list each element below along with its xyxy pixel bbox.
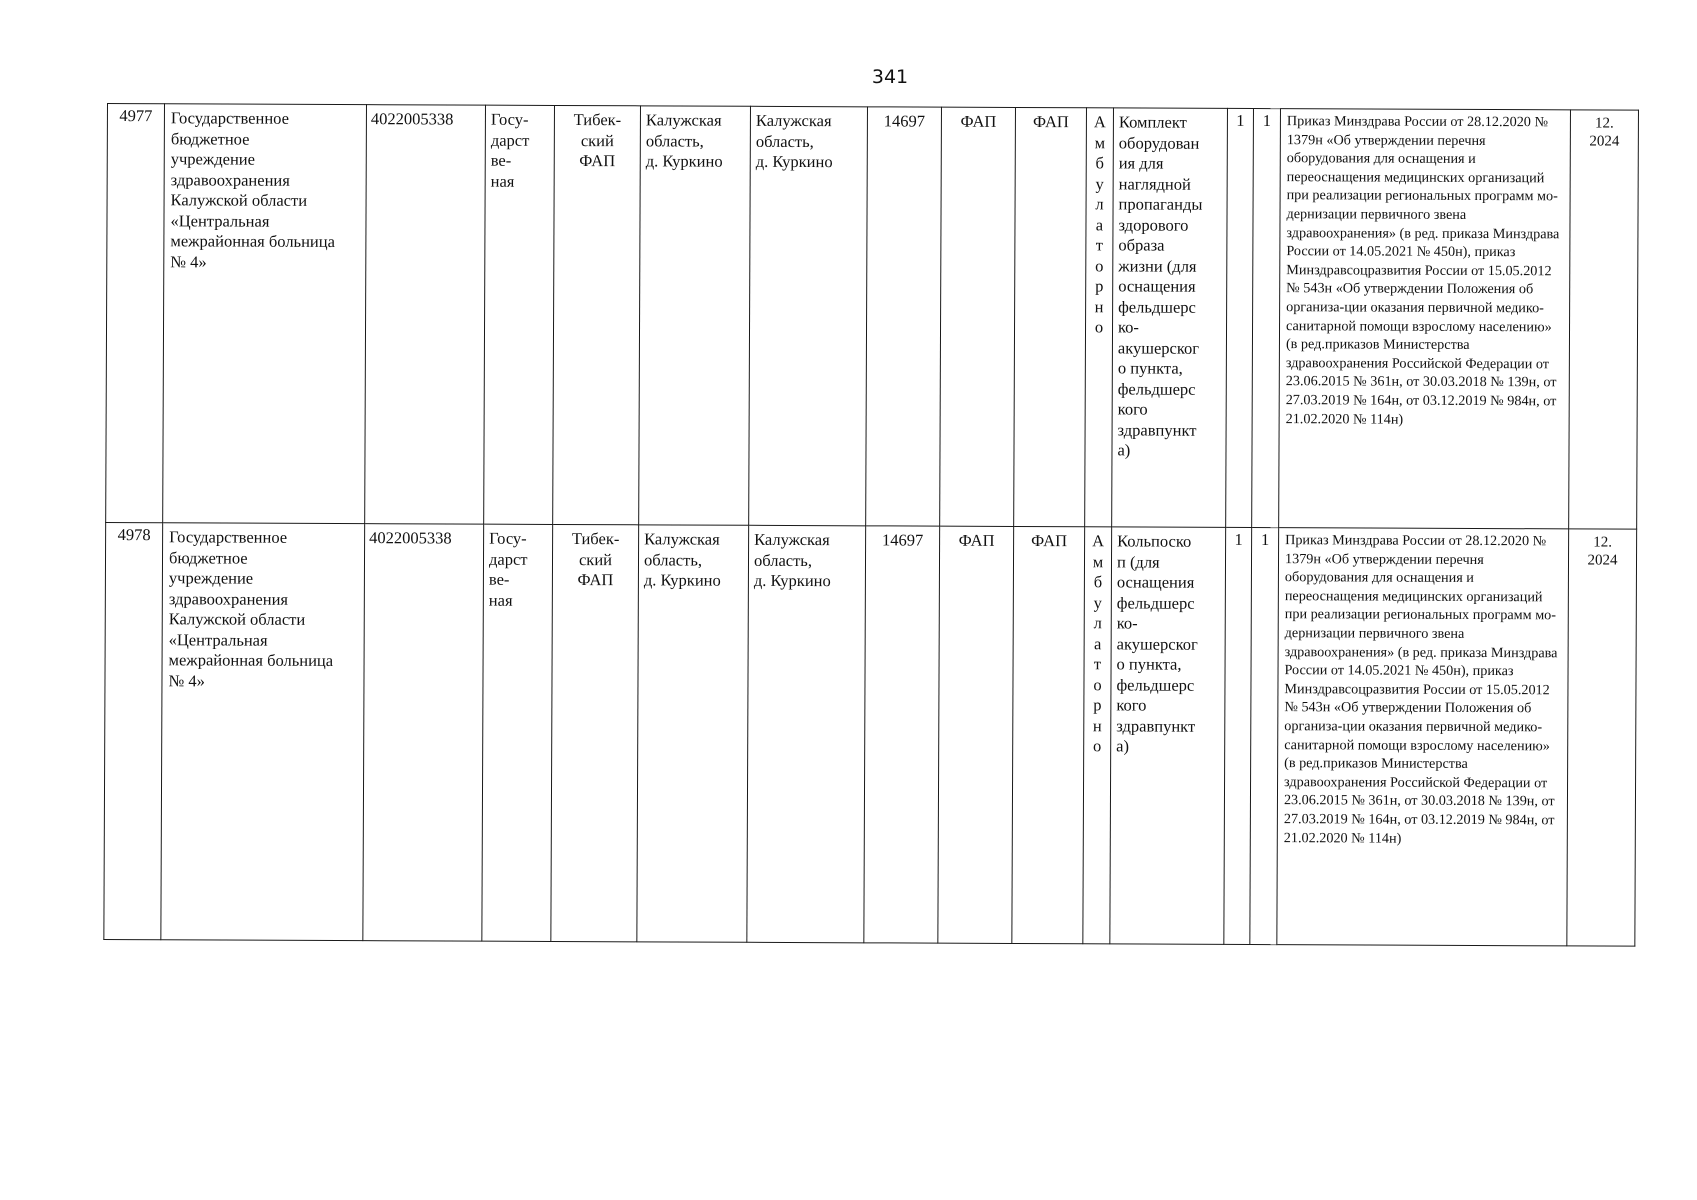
- date-cell: 12. 2024: [1567, 529, 1637, 946]
- equipment-cell: Комплект оборудован ия для наглядной пропаганды здорового образа жизни (для оснащения фельдшерс ко- акушерског о пункта, фельдшерс кого здравпункт а): [1112, 108, 1228, 527]
- row-number: 4978: [104, 522, 163, 939]
- quantity-cell: 1: [1224, 527, 1252, 944]
- quantity-cell: 1: [1250, 527, 1279, 944]
- date-cell: 12. 2024: [1569, 110, 1639, 529]
- ownership-cell: Госу- дарст ве- ная: [484, 105, 555, 524]
- unit-type2-cell: ФАП: [1012, 526, 1085, 943]
- unit-type-cell: ФАП: [940, 107, 1016, 526]
- unit-type-cell: ФАП: [938, 526, 1014, 943]
- equipment-cell: Кольпоско п (для оснащения фельдшерс ко- акушерског о пункта, фельдшерс кого здравпункт а): [1110, 527, 1226, 944]
- equipment-table: [103, 103, 1639, 947]
- actual-address-cell: Калужская область, д. Куркино: [747, 525, 866, 943]
- legal-address-cell: Калужская область, д. Куркино: [637, 525, 749, 942]
- quantity-cell: 1: [1226, 108, 1254, 527]
- legal-address-cell: Калужская область, д. Куркино: [639, 106, 751, 525]
- ownership-cell: Госу- дарст ве- ная: [482, 524, 553, 941]
- inn-cell: 4022005338: [363, 524, 484, 942]
- table-row: [104, 522, 1637, 946]
- care-form-cell: А м б у л а т о р н о: [1085, 108, 1114, 527]
- code-cell: 14697: [864, 526, 940, 943]
- legal-basis-cell: Приказ Минздрава России от 28.12.2020 № 1379н «Об утверждении перечня оборудования для оснащения и переоснащения медицинских организаций при реализации региональных программ мо-дернизации первичного звена здравоохранения» (в ред. приказа Минздрава России от 14.05.2021 № 450н), приказ Минздравсоцразвития России от 15.05.2012 № 543н «Об утверждении Положения об организа-ции оказания первичной медико-санитарной помощи взрослому населению» (в ред.приказов Министерства здравоохранения Российской Федерации от 23.06.2015 № 361н, от 30.03.2018 № 139н, от 27.03.2019 № 164н, от 03.12.2019 № 984н, от 21.02.2020 № 114н): [1279, 109, 1571, 529]
- unit-name-cell: Тибек- ский ФАП: [553, 105, 641, 524]
- code-cell: 14697: [866, 107, 942, 526]
- actual-address-cell: Калужская область, д. Куркино: [749, 106, 868, 526]
- page-number: 341: [871, 66, 909, 88]
- inn-cell: 4022005338: [365, 105, 486, 525]
- row-number: 4977: [106, 104, 165, 523]
- care-form-cell: А м б у л а т о р н о: [1083, 527, 1112, 944]
- unit-type2-cell: ФАП: [1014, 107, 1087, 526]
- quantity-cell: 1: [1252, 109, 1281, 528]
- unit-name-cell: Тибек- ский ФАП: [551, 524, 639, 941]
- table-row: [106, 104, 1639, 530]
- legal-basis-cell: Приказ Минздрава России от 28.12.2020 № 1379н «Об утверждении перечня оборудования для оснащения и переоснащения медицинских организаций при реализации региональных программ мо-дернизации первичного звена здравоохранения» (в ред. приказа Минздрава России от 14.05.2021 № 450н), приказ Минздравсоцразвития России от 15.05.2012 № 543н «Об утверждении Положения об организа-ции оказания первичной медико-санитарной помощи взрослому населению» (в ред.приказов Министерства здравоохранения Российской Федерации от 23.06.2015 № 361н, от 30.03.2018 № 139н, от 27.03.2019 № 164н, от 03.12.2019 № 984н, от 21.02.2020 № 114н): [1277, 528, 1569, 946]
- organization-cell: Государственное бюджетное учреждение здравоохранения Калужской области «Центральная межрайонная больница № 4»: [161, 523, 365, 941]
- organization-cell: Государственное бюджетное учреждение здравоохранения Калужской области «Центральная межрайонная больница № 4»: [163, 104, 367, 524]
